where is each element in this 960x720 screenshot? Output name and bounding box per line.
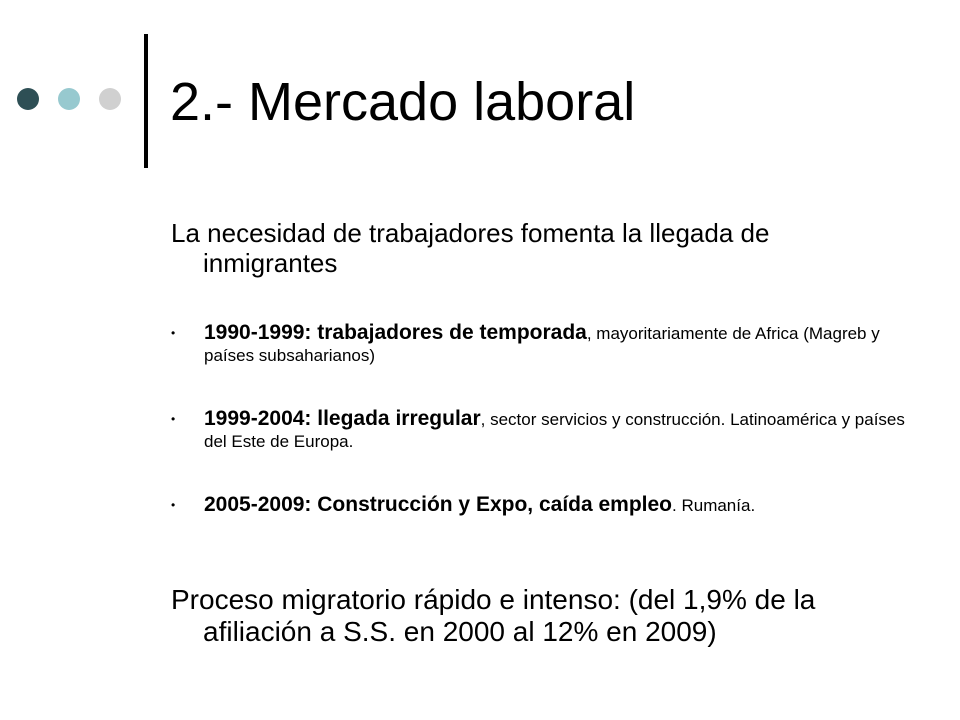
bullet-text xyxy=(204,322,921,367)
slide-title: 2.- Mercado laboral xyxy=(170,72,636,132)
bullet-text xyxy=(204,408,921,453)
closing-line-1: Proceso migratorio rápido e intenso: (del 1,9% de la xyxy=(171,584,816,615)
bullet-period: 1999-2004: llegada irregular xyxy=(204,407,481,430)
bullet-item xyxy=(171,408,921,453)
intro-line-1: La necesidad de trabajadores fomenta la llegada de xyxy=(171,218,770,248)
bullet-period: 1990-1999: trabajadores de temporada xyxy=(204,321,587,344)
title-divider-bar xyxy=(144,34,148,168)
bullet-dot-icon: • xyxy=(171,498,176,512)
bullet-detail: . Rumanía. xyxy=(672,496,756,515)
decor-dot-grey xyxy=(99,88,121,110)
closing-paragraph xyxy=(171,584,931,648)
closing-line-2: afiliación a S.S. en 2000 al 12% en 2009) xyxy=(203,616,717,647)
intro-paragraph xyxy=(171,218,931,278)
decor-dot-dark xyxy=(17,88,39,110)
intro-line-2: inmigrantes xyxy=(203,248,338,278)
bullet-detail: , sector servicios y construcción. Latinoamérica y países del Este de Europa. xyxy=(204,410,905,451)
bullet-item xyxy=(171,322,921,367)
bullet-detail: , mayoritariamente de Africa (Magreb y países subsaharianos) xyxy=(204,324,880,365)
decor-dot-teal xyxy=(58,88,80,110)
bullet-item xyxy=(171,494,921,517)
bullet-dot-icon: • xyxy=(171,326,176,340)
bullet-dot-icon: • xyxy=(171,412,176,426)
bullet-text xyxy=(204,494,921,517)
bullet-period: 2005-2009: Construcción y Expo, caída empleo xyxy=(204,493,673,516)
